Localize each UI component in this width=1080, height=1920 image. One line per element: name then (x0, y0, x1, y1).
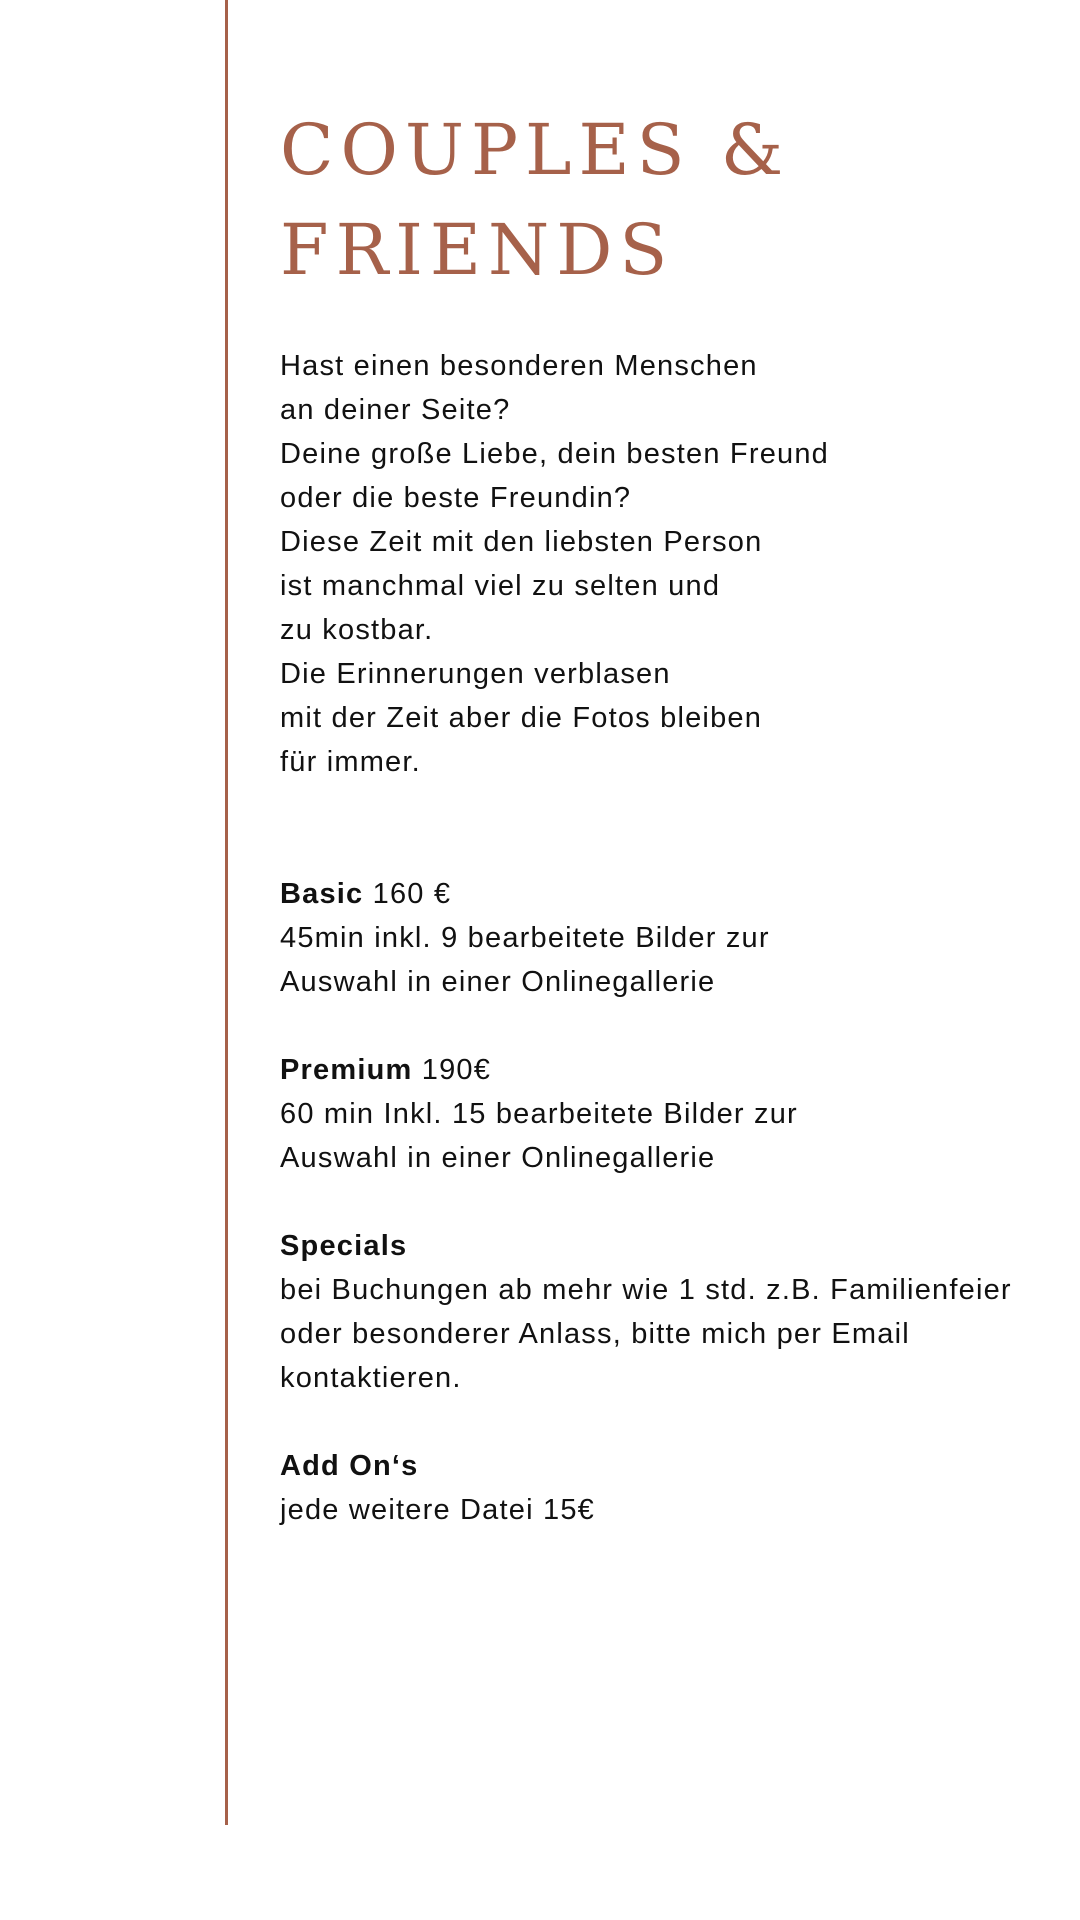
pricing-list (280, 872, 1070, 1532)
intro-line: oder die beste Freundin? (280, 482, 632, 514)
main-content (280, 100, 1070, 1576)
vertical-divider-line (225, 0, 228, 1825)
package-description-line: Auswahl in einer Onlinegallerie (280, 966, 716, 998)
title-line: COUPLES & (280, 109, 791, 191)
package-description-line: oder besonderer Anlass, bitte mich per Email (280, 1318, 910, 1350)
intro-paragraph (280, 344, 1070, 784)
package-description-line: bei Buchungen ab mehr wie 1 std. z.B. Familienfeier (280, 1274, 1012, 1306)
package-name: Add On‘s (280, 1450, 419, 1482)
package-description-line: 45min inkl. 9 bearbeitete Bilder zur (280, 922, 770, 954)
package-specials (280, 1224, 1070, 1400)
package-description-line: Auswahl in einer Onlinegallerie (280, 1142, 716, 1174)
intro-line: an deiner Seite? (280, 394, 511, 426)
intro-line: ist manchmal viel zu selten und (280, 570, 721, 602)
package-name: Premium (280, 1054, 413, 1086)
package-basic (280, 872, 1070, 1004)
page-title (280, 100, 1070, 300)
package-heading (280, 1444, 1070, 1488)
intro-line: Die Erinnerungen verblasen (280, 658, 671, 690)
intro-line: Diese Zeit mit den liebsten Person (280, 526, 763, 558)
intro-line: Hast einen besonderen Menschen (280, 350, 758, 382)
intro-line: mit der Zeit aber die Fotos bleiben (280, 702, 763, 734)
package-description-line: 60 min Inkl. 15 bearbeitete Bilder zur (280, 1098, 798, 1130)
title-line: FRIENDS (280, 209, 675, 291)
package-price: 190€ (412, 1054, 492, 1086)
package-name: Specials (280, 1230, 408, 1262)
package-heading (280, 872, 1070, 916)
package-add-ons (280, 1444, 1070, 1532)
intro-line: Deine große Liebe, dein besten Freund (280, 438, 830, 470)
package-heading (280, 1048, 1070, 1092)
intro-line: zu kostbar. (280, 614, 434, 646)
package-description-line: jede weitere Datei 15€ (280, 1494, 595, 1526)
intro-line: für immer. (280, 746, 421, 778)
package-heading (280, 1224, 1070, 1268)
package-name: Basic (280, 878, 364, 910)
package-premium (280, 1048, 1070, 1180)
package-description-line: kontaktieren. (280, 1362, 462, 1394)
package-price: 160 € (363, 878, 452, 910)
